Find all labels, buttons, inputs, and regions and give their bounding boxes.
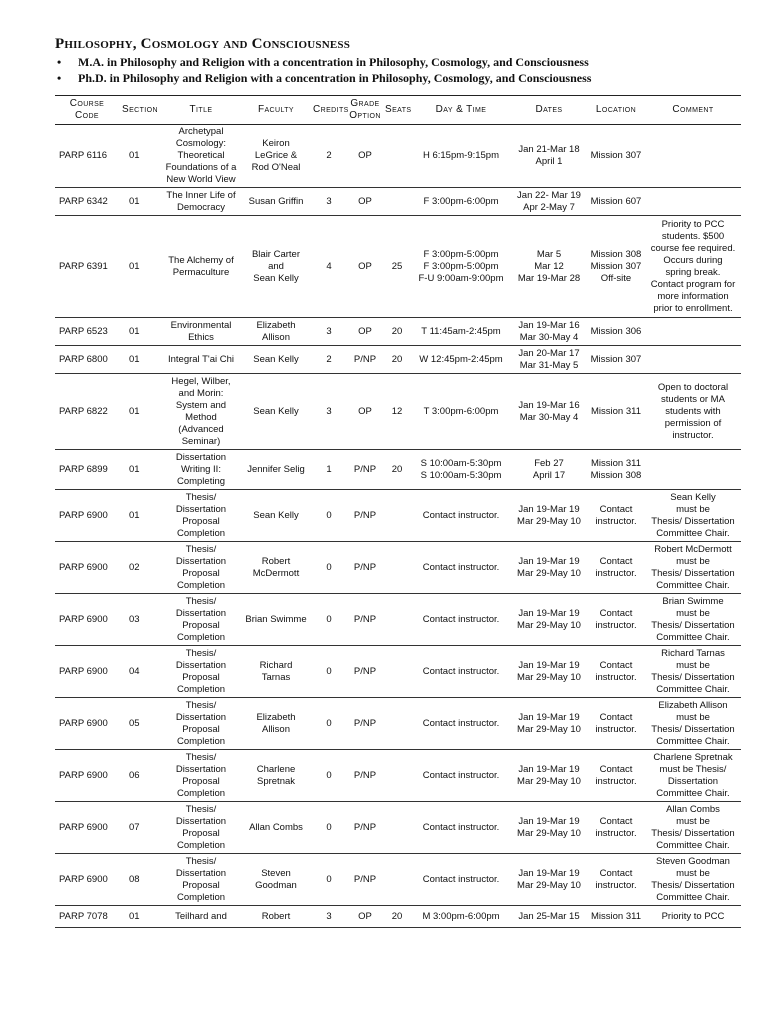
cell-location: Contact instructor. bbox=[587, 490, 645, 542]
cell-course-code: PARP 6900 bbox=[55, 750, 119, 802]
table-header-row bbox=[55, 96, 741, 125]
cell-faculty: Keiron LeGrice & Rod O'Neal bbox=[241, 125, 311, 188]
col-header-section: Section bbox=[119, 96, 161, 125]
cell-faculty: Sean Kelly bbox=[241, 490, 311, 542]
cell-section: 04 bbox=[119, 646, 161, 698]
cell-title: Thesis/ Dissertation Proposal Completion bbox=[161, 646, 241, 698]
cell-faculty: Richard Tarnas bbox=[241, 646, 311, 698]
table-row bbox=[55, 906, 741, 928]
cell-course-code: PARP 6900 bbox=[55, 594, 119, 646]
cell-title: Teilhard and bbox=[161, 906, 241, 928]
cell-title: Thesis/ Dissertation Proposal Completion bbox=[161, 750, 241, 802]
cell-location: Mission 308 Mission 307 Off-site bbox=[587, 216, 645, 318]
cell-title: Hegel, Wilber, and Morin: System and Method (Advanced Seminar) bbox=[161, 374, 241, 450]
table-row bbox=[55, 542, 741, 594]
cell-section: 02 bbox=[119, 542, 161, 594]
cell-grade-option: P/NP bbox=[347, 346, 383, 374]
cell-seats bbox=[383, 698, 411, 750]
cell-day-time: M 3:00pm-6:00pm bbox=[411, 906, 511, 928]
cell-seats bbox=[383, 646, 411, 698]
cell-course-code: PARP 6900 bbox=[55, 646, 119, 698]
cell-course-code: PARP 7078 bbox=[55, 906, 119, 928]
cell-seats bbox=[383, 594, 411, 646]
cell-faculty: Blair Carter and Sean Kelly bbox=[241, 216, 311, 318]
table-row bbox=[55, 125, 741, 188]
cell-credits: 2 bbox=[311, 346, 347, 374]
cell-dates: Jan 19-Mar 19 Mar 29-May 10 bbox=[511, 542, 587, 594]
cell-dates: Jan 19-Mar 19 Mar 29-May 10 bbox=[511, 854, 587, 906]
cell-day-time: H 6:15pm-9:15pm bbox=[411, 125, 511, 188]
table-row bbox=[55, 318, 741, 346]
col-header-credits: Credits bbox=[311, 96, 347, 125]
cell-dates: Jan 19-Mar 19 Mar 29-May 10 bbox=[511, 490, 587, 542]
cell-day-time: Contact instructor. bbox=[411, 594, 511, 646]
cell-credits: 0 bbox=[311, 698, 347, 750]
cell-day-time: Contact instructor. bbox=[411, 490, 511, 542]
cell-comment: Priority to PCC students. $500 course fee required. Occurs during spring break. Contact program for more information prior to enrollment. bbox=[645, 216, 741, 318]
cell-comment: Allan Combs must be Thesis/ Dissertation Committee Chair. bbox=[645, 802, 741, 854]
cell-section: 01 bbox=[119, 906, 161, 928]
cell-faculty: Charlene Spretnak bbox=[241, 750, 311, 802]
cell-course-code: PARP 6900 bbox=[55, 698, 119, 750]
cell-dates: Mar 5 Mar 12 Mar 19-Mar 28 bbox=[511, 216, 587, 318]
cell-seats bbox=[383, 490, 411, 542]
cell-grade-option: OP bbox=[347, 906, 383, 928]
cell-day-time: F 3:00pm-6:00pm bbox=[411, 188, 511, 216]
cell-credits: 1 bbox=[311, 450, 347, 490]
cell-grade-option: P/NP bbox=[347, 750, 383, 802]
cell-section: 03 bbox=[119, 594, 161, 646]
table-row bbox=[55, 490, 741, 542]
table-row bbox=[55, 698, 741, 750]
cell-credits: 0 bbox=[311, 854, 347, 906]
cell-location: Mission 311 bbox=[587, 906, 645, 928]
cell-comment: Richard Tarnas must be Thesis/ Dissertation Committee Chair. bbox=[645, 646, 741, 698]
cell-location: Contact instructor. bbox=[587, 802, 645, 854]
cell-course-code: PARP 6342 bbox=[55, 188, 119, 216]
cell-section: 01 bbox=[119, 188, 161, 216]
cell-title: Thesis/ Dissertation Proposal Completion bbox=[161, 802, 241, 854]
cell-dates: Jan 19-Mar 16 Mar 30-May 4 bbox=[511, 374, 587, 450]
cell-dates: Jan 19-Mar 19 Mar 29-May 10 bbox=[511, 594, 587, 646]
cell-dates: Jan 19-Mar 19 Mar 29-May 10 bbox=[511, 646, 587, 698]
cell-seats: 20 bbox=[383, 318, 411, 346]
cell-day-time: T 11:45am-2:45pm bbox=[411, 318, 511, 346]
cell-dates: Jan 21-Mar 18 April 1 bbox=[511, 125, 587, 188]
cell-comment: Brian Swimme must be Thesis/ Dissertation Committee Chair. bbox=[645, 594, 741, 646]
cell-faculty: Jennifer Selig bbox=[241, 450, 311, 490]
cell-dates: Feb 27 April 17 bbox=[511, 450, 587, 490]
cell-location: Contact instructor. bbox=[587, 542, 645, 594]
cell-course-code: PARP 6523 bbox=[55, 318, 119, 346]
cell-course-code: PARP 6900 bbox=[55, 802, 119, 854]
cell-day-time: Contact instructor. bbox=[411, 542, 511, 594]
cell-title: Thesis/ Dissertation Proposal Completion bbox=[161, 854, 241, 906]
cell-seats: 20 bbox=[383, 346, 411, 374]
cell-section: 08 bbox=[119, 854, 161, 906]
cell-grade-option: P/NP bbox=[347, 854, 383, 906]
cell-faculty: Susan Griffin bbox=[241, 188, 311, 216]
cell-grade-option: OP bbox=[347, 374, 383, 450]
cell-day-time: S 10:00am-5:30pm S 10:00am-5:30pm bbox=[411, 450, 511, 490]
cell-comment bbox=[645, 346, 741, 374]
cell-title: Archetypal Cosmology: Theoretical Foundations of a New World View bbox=[161, 125, 241, 188]
cell-course-code: PARP 6822 bbox=[55, 374, 119, 450]
cell-seats bbox=[383, 750, 411, 802]
cell-seats bbox=[383, 188, 411, 216]
table-row bbox=[55, 802, 741, 854]
cell-day-time: Contact instructor. bbox=[411, 646, 511, 698]
table-row bbox=[55, 450, 741, 490]
cell-seats: 25 bbox=[383, 216, 411, 318]
bullet-icon: • bbox=[57, 55, 62, 69]
cell-comment bbox=[645, 318, 741, 346]
cell-dates: Jan 19-Mar 19 Mar 29-May 10 bbox=[511, 802, 587, 854]
cell-location: Mission 607 bbox=[587, 188, 645, 216]
cell-day-time: F 3:00pm-5:00pm F 3:00pm-5:00pm F-U 9:00am-9:00pm bbox=[411, 216, 511, 318]
cell-faculty: Robert McDermott bbox=[241, 542, 311, 594]
cell-grade-option: P/NP bbox=[347, 646, 383, 698]
cell-course-code: PARP 6900 bbox=[55, 854, 119, 906]
cell-location: Contact instructor. bbox=[587, 646, 645, 698]
cell-seats: 20 bbox=[383, 906, 411, 928]
cell-title: Thesis/ Dissertation Proposal Completion bbox=[161, 490, 241, 542]
cell-faculty: Allan Combs bbox=[241, 802, 311, 854]
cell-comment: Robert McDermott must be Thesis/ Dissertation Committee Chair. bbox=[645, 542, 741, 594]
cell-dates: Jan 19-Mar 16 Mar 30-May 4 bbox=[511, 318, 587, 346]
cell-location: Contact instructor. bbox=[587, 698, 645, 750]
cell-faculty: Robert bbox=[241, 906, 311, 928]
cell-section: 01 bbox=[119, 216, 161, 318]
cell-credits: 3 bbox=[311, 906, 347, 928]
cell-comment: Steven Goodman must be Thesis/ Dissertation Committee Chair. bbox=[645, 854, 741, 906]
cell-credits: 0 bbox=[311, 750, 347, 802]
cell-grade-option: P/NP bbox=[347, 542, 383, 594]
cell-seats bbox=[383, 802, 411, 854]
table-row bbox=[55, 188, 741, 216]
cell-comment bbox=[645, 450, 741, 490]
cell-location: Mission 311 bbox=[587, 374, 645, 450]
cell-day-time: T 3:00pm-6:00pm bbox=[411, 374, 511, 450]
cell-section: 01 bbox=[119, 374, 161, 450]
cell-seats: 12 bbox=[383, 374, 411, 450]
cell-location: Mission 311 Mission 308 bbox=[587, 450, 645, 490]
cell-credits: 0 bbox=[311, 490, 347, 542]
table-row bbox=[55, 646, 741, 698]
cell-grade-option: OP bbox=[347, 216, 383, 318]
cell-faculty: Brian Swimme bbox=[241, 594, 311, 646]
cell-faculty: Sean Kelly bbox=[241, 374, 311, 450]
cell-section: 01 bbox=[119, 450, 161, 490]
col-header-seats: Seats bbox=[383, 96, 411, 125]
cell-location: Mission 307 bbox=[587, 346, 645, 374]
table-row bbox=[55, 374, 741, 450]
cell-credits: 0 bbox=[311, 594, 347, 646]
col-header-comment: Comment bbox=[645, 96, 741, 125]
cell-course-code: PARP 6116 bbox=[55, 125, 119, 188]
table-row bbox=[55, 216, 741, 318]
cell-comment bbox=[645, 188, 741, 216]
cell-section: 01 bbox=[119, 125, 161, 188]
program-item: • Ph.D. in Philosophy and Religion with a concentration in Philosophy, Cosmology, and Consciousness bbox=[57, 71, 592, 85]
cell-course-code: PARP 6391 bbox=[55, 216, 119, 318]
cell-credits: 0 bbox=[311, 646, 347, 698]
cell-faculty: Steven Goodman bbox=[241, 854, 311, 906]
cell-grade-option: OP bbox=[347, 125, 383, 188]
cell-course-code: PARP 6900 bbox=[55, 542, 119, 594]
cell-section: 05 bbox=[119, 698, 161, 750]
cell-comment bbox=[645, 125, 741, 188]
table-row bbox=[55, 594, 741, 646]
cell-title: Thesis/ Dissertation Proposal Completion bbox=[161, 542, 241, 594]
cell-day-time: Contact instructor. bbox=[411, 750, 511, 802]
cell-location: Mission 307 bbox=[587, 125, 645, 188]
cell-section: 01 bbox=[119, 490, 161, 542]
cell-dates: Jan 20-Mar 17 Mar 31-May 5 bbox=[511, 346, 587, 374]
cell-course-code: PARP 6900 bbox=[55, 490, 119, 542]
cell-grade-option: P/NP bbox=[347, 490, 383, 542]
cell-seats bbox=[383, 854, 411, 906]
col-header-day-time: Day & Time bbox=[411, 96, 511, 125]
cell-credits: 4 bbox=[311, 216, 347, 318]
cell-location: Contact instructor. bbox=[587, 594, 645, 646]
cell-title: Dissertation Writing II: Completing bbox=[161, 450, 241, 490]
cell-credits: 3 bbox=[311, 374, 347, 450]
cell-credits: 0 bbox=[311, 802, 347, 854]
cell-faculty: Elizabeth Allison bbox=[241, 698, 311, 750]
cell-location: Contact instructor. bbox=[587, 854, 645, 906]
cell-grade-option: P/NP bbox=[347, 698, 383, 750]
cell-credits: 3 bbox=[311, 318, 347, 346]
cell-title: Integral T'ai Chi bbox=[161, 346, 241, 374]
course-schedule-table bbox=[55, 95, 741, 928]
cell-dates: Jan 19-Mar 19 Mar 29-May 10 bbox=[511, 750, 587, 802]
cell-faculty: Sean Kelly bbox=[241, 346, 311, 374]
cell-title: The Inner Life of Democracy bbox=[161, 188, 241, 216]
table-row bbox=[55, 346, 741, 374]
cell-day-time: W 12:45pm-2:45pm bbox=[411, 346, 511, 374]
col-header-title: Title bbox=[161, 96, 241, 125]
cell-comment: Priority to PCC bbox=[645, 906, 741, 928]
table-row bbox=[55, 750, 741, 802]
cell-comment: Elizabeth Allison must be Thesis/ Dissertation Committee Chair. bbox=[645, 698, 741, 750]
cell-faculty: Elizabeth Allison bbox=[241, 318, 311, 346]
cell-dates: Jan 19-Mar 19 Mar 29-May 10 bbox=[511, 698, 587, 750]
cell-section: 01 bbox=[119, 346, 161, 374]
cell-course-code: PARP 6899 bbox=[55, 450, 119, 490]
cell-grade-option: OP bbox=[347, 318, 383, 346]
cell-comment: Sean Kelly must be Thesis/ Dissertation Committee Chair. bbox=[645, 490, 741, 542]
cell-day-time: Contact instructor. bbox=[411, 802, 511, 854]
cell-location: Mission 306 bbox=[587, 318, 645, 346]
cell-dates: Jan 25-Mar 15 bbox=[511, 906, 587, 928]
col-header-code: Course Code bbox=[55, 96, 119, 125]
cell-seats bbox=[383, 125, 411, 188]
col-header-location: Location bbox=[587, 96, 645, 125]
cell-comment: Open to doctoral students or MA students with permission of instructor. bbox=[645, 374, 741, 450]
cell-seats: 20 bbox=[383, 450, 411, 490]
program-item: • M.A. in Philosophy and Religion with a concentration in Philosophy, Cosmology, and Consciousness bbox=[57, 55, 589, 69]
cell-section: 07 bbox=[119, 802, 161, 854]
cell-title: The Alchemy of Permaculture bbox=[161, 216, 241, 318]
cell-title: Thesis/ Dissertation Proposal Completion bbox=[161, 594, 241, 646]
cell-section: 06 bbox=[119, 750, 161, 802]
cell-day-time: Contact instructor. bbox=[411, 698, 511, 750]
bullet-icon: • bbox=[57, 71, 62, 85]
table-row bbox=[55, 854, 741, 906]
cell-day-time: Contact instructor. bbox=[411, 854, 511, 906]
page-title: Philosophy, Cosmology and Consciousness bbox=[55, 36, 351, 52]
col-header-grade-option: Grade Option bbox=[347, 96, 383, 125]
cell-dates: Jan 22- Mar 19 Apr 2-May 7 bbox=[511, 188, 587, 216]
cell-seats bbox=[383, 542, 411, 594]
cell-title: Thesis/ Dissertation Proposal Completion bbox=[161, 698, 241, 750]
cell-title: Environmental Ethics bbox=[161, 318, 241, 346]
col-header-faculty: Faculty bbox=[241, 96, 311, 125]
cell-course-code: PARP 6800 bbox=[55, 346, 119, 374]
col-header-dates: Dates bbox=[511, 96, 587, 125]
cell-grade-option: P/NP bbox=[347, 802, 383, 854]
cell-credits: 0 bbox=[311, 542, 347, 594]
cell-section: 01 bbox=[119, 318, 161, 346]
cell-location: Contact instructor. bbox=[587, 750, 645, 802]
program-list bbox=[55, 54, 591, 86]
cell-comment: Charlene Spretnak must be Thesis/ Dissertation Committee Chair. bbox=[645, 750, 741, 802]
cell-grade-option: OP bbox=[347, 188, 383, 216]
cell-credits: 2 bbox=[311, 125, 347, 188]
cell-credits: 3 bbox=[311, 188, 347, 216]
cell-grade-option: P/NP bbox=[347, 450, 383, 490]
cell-grade-option: P/NP bbox=[347, 594, 383, 646]
